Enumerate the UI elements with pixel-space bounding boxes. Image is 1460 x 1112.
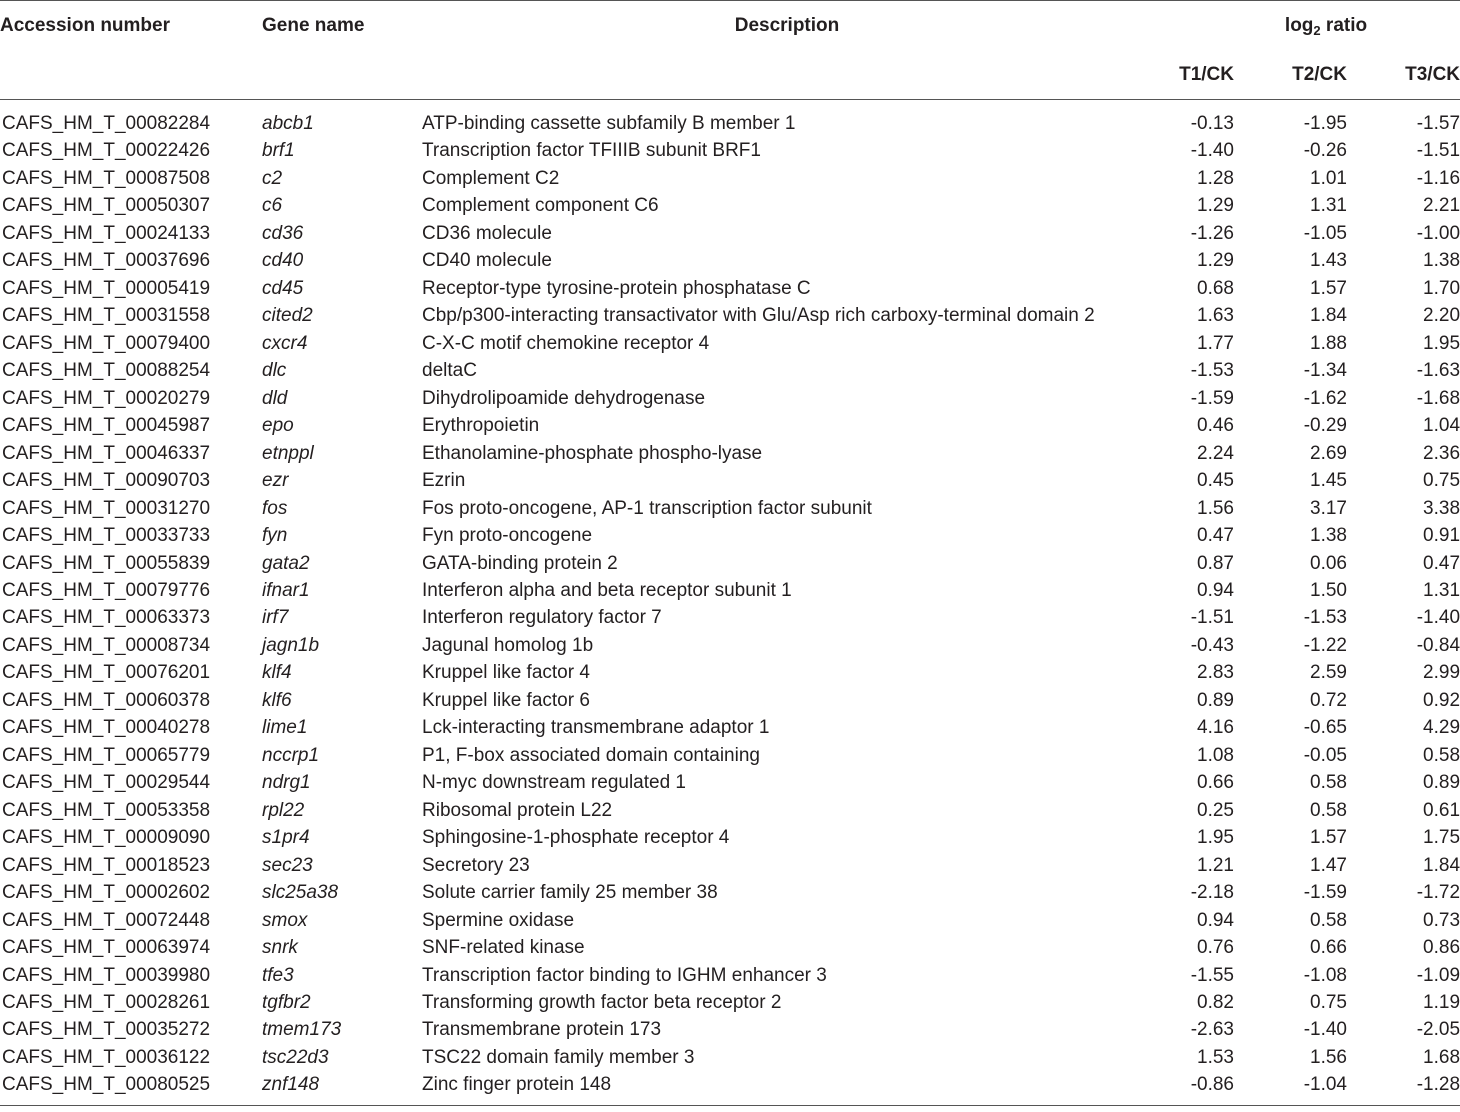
table-row (0, 797, 1460, 824)
t1-ck-cell: 0.46 (1197, 415, 1234, 437)
t3-ck-cell: 1.04 (1423, 415, 1460, 437)
accession-cell: CAFS_HM_T_00046337 (2, 442, 211, 464)
description-cell: C-X-C motif chemokine receptor 4 (422, 332, 710, 354)
table-row (0, 852, 1460, 879)
table-row (0, 742, 1460, 769)
t2-ck-cell: 0.06 (1310, 552, 1347, 574)
t3-ck-cell: 4.29 (1423, 717, 1460, 739)
t2-ck-cell: -1.04 (1234, 1071, 1347, 1105)
table-row (0, 577, 1460, 604)
gene-name-cell: ifnar1 (262, 579, 310, 601)
table-row (0, 165, 1460, 192)
t2-ck-cell: -1.08 (1303, 964, 1347, 986)
description-cell: Complement component C6 (422, 195, 659, 217)
gene-name-cell: dlc (262, 360, 287, 382)
t3-ck-cell: 1.68 (1423, 1046, 1460, 1068)
t3-ck-cell: 1.95 (1423, 332, 1460, 354)
t3-ck-cell: 2.99 (1423, 662, 1460, 684)
t2-ck-cell: 1.38 (1310, 525, 1347, 547)
header-accession-number: Accession number (0, 1, 262, 52)
t1-ck-cell: -0.86 (1152, 1071, 1234, 1105)
t3-ck-cell: 1.31 (1423, 579, 1460, 601)
description-cell: Erythropoietin (422, 415, 540, 437)
header-t2-ck: T2/CK (1234, 51, 1347, 100)
gene-name-cell: cd36 (262, 222, 304, 244)
accession-cell: CAFS_HM_T_00063974 (2, 937, 211, 959)
t2-ck-cell: -0.29 (1303, 415, 1347, 437)
description-cell: Jagunal homolog 1b (422, 634, 594, 656)
description-cell: Sphingosine-1-phosphate receptor 4 (422, 827, 730, 849)
table-row (0, 687, 1460, 714)
t2-ck-cell: -0.65 (1303, 717, 1347, 739)
t2-ck-cell: 2.59 (1310, 662, 1347, 684)
description-cell: Cbp/p300-interacting transactivator with Glu/Asp rich carboxy-terminal domain 2 (422, 305, 1095, 327)
description-cell: Complement C2 (422, 167, 560, 189)
description-cell: Transcription factor TFIIIB subunit BRF1 (422, 140, 761, 162)
description-cell: Transcription factor binding to IGHM enhancer 3 (422, 964, 827, 986)
accession-cell: CAFS_HM_T_00060378 (2, 689, 211, 711)
accession-cell: CAFS_HM_T_00065779 (2, 744, 211, 766)
t3-ck-cell: -1.16 (1416, 167, 1460, 189)
t1-ck-cell: 4.16 (1197, 717, 1234, 739)
gene-name-cell: cd40 (262, 250, 304, 272)
header-row-main (0, 1, 1460, 52)
t3-ck-cell: -1.72 (1416, 882, 1460, 904)
t2-ck-cell: 0.75 (1310, 992, 1347, 1013)
description-cell: CD40 molecule (422, 250, 552, 272)
accession-cell: CAFS_HM_T_00090703 (2, 470, 211, 492)
accession-cell: CAFS_HM_T_00079400 (2, 332, 211, 354)
t2-ck-cell: -1.59 (1303, 882, 1347, 904)
header-t1-ck: T1/CK (1152, 51, 1234, 100)
t3-ck-cell: 0.92 (1423, 689, 1460, 711)
table-row (0, 934, 1460, 961)
accession-cell: CAFS_HM_T_00063373 (2, 607, 211, 629)
table-row (0, 824, 1460, 851)
t2-ck-cell: 1.31 (1310, 195, 1347, 217)
table-row (0, 659, 1460, 686)
gene-name-cell: lime1 (262, 717, 308, 739)
t2-ck-cell: -1.34 (1303, 360, 1347, 382)
accession-cell: CAFS_HM_T_00028261 (2, 992, 211, 1013)
description-cell: Transmembrane protein 173 (422, 1019, 662, 1041)
gene-name-cell: gata2 (262, 552, 310, 574)
t2-ck-cell: 1.56 (1310, 1046, 1347, 1068)
table-row (0, 907, 1460, 934)
description-cell: Kruppel like factor 4 (422, 662, 590, 684)
gene-name-cell: etnppl (262, 442, 314, 464)
gene-name-cell: irf7 (262, 607, 289, 629)
accession-cell: CAFS_HM_T_00080525 (0, 1071, 262, 1105)
t2-ck-cell: 3.17 (1310, 497, 1347, 519)
table-row (0, 522, 1460, 549)
accession-cell: CAFS_HM_T_00024133 (2, 222, 211, 244)
accession-cell: CAFS_HM_T_00020279 (2, 387, 211, 409)
accession-cell: CAFS_HM_T_00088254 (2, 360, 211, 382)
t2-ck-cell: 1.45 (1310, 470, 1347, 492)
gene-name-cell: dld (262, 387, 288, 409)
t1-ck-cell: -1.55 (1190, 964, 1234, 986)
t3-ck-cell: 0.61 (1423, 799, 1460, 821)
gene-name-cell: cd45 (262, 277, 304, 299)
table-row (0, 1044, 1460, 1071)
t1-ck-cell: 1.21 (1197, 854, 1234, 876)
t3-ck-cell: 2.36 (1423, 442, 1460, 464)
description-cell: Ethanolamine-phosphate phospho-lyase (422, 442, 763, 464)
t1-ck-cell: 1.56 (1197, 497, 1234, 519)
t2-ck-cell: -1.53 (1303, 607, 1347, 629)
table-row (0, 247, 1460, 274)
table-row (0, 192, 1460, 219)
t2-ck-cell: 1.43 (1310, 250, 1347, 272)
t1-ck-cell: 0.76 (1197, 937, 1234, 959)
t1-ck-cell: -1.53 (1190, 360, 1234, 382)
gene-name-cell: tfe3 (262, 964, 294, 986)
t1-ck-cell: 1.53 (1197, 1046, 1234, 1068)
t1-ck-cell: 1.77 (1197, 332, 1234, 354)
table-row (0, 989, 1460, 1016)
t3-ck-cell: -1.09 (1416, 964, 1460, 986)
accession-cell: CAFS_HM_T_00079776 (2, 579, 211, 601)
table-row (0, 357, 1460, 384)
gene-name-cell: brf1 (262, 140, 295, 162)
gene-name-cell: rpl22 (262, 799, 305, 821)
description-cell: Spermine oxidase (422, 909, 575, 931)
table-row (0, 632, 1460, 659)
description-cell: Interferon regulatory factor 7 (422, 607, 662, 629)
t1-ck-cell: 0.87 (1197, 552, 1234, 574)
t2-ck-cell: 1.47 (1310, 854, 1347, 876)
t1-ck-cell: 1.29 (1197, 195, 1234, 217)
gene-name-cell: snrk (262, 937, 298, 959)
table-row (0, 962, 1460, 989)
table-row (0, 1071, 1460, 1105)
description-cell: Fyn proto-oncogene (422, 525, 593, 547)
accession-cell: CAFS_HM_T_00009090 (2, 827, 211, 849)
t2-ck-cell: 1.84 (1310, 305, 1347, 327)
description-cell: Receptor-type tyrosine-protein phosphatase C (422, 277, 811, 299)
table-header (0, 1, 1460, 100)
description-cell: P1, F-box associated domain containing (422, 744, 760, 766)
t3-ck-cell: 0.73 (1423, 909, 1460, 931)
accession-cell: CAFS_HM_T_00082284 (2, 113, 211, 134)
table-row (0, 769, 1460, 796)
table-row (0, 100, 1460, 138)
gene-name-cell: nccrp1 (262, 744, 320, 766)
table-row (0, 550, 1460, 577)
t1-ck-cell: 0.45 (1197, 470, 1234, 492)
t1-ck-cell: -1.59 (1190, 387, 1234, 409)
t2-ck-cell: 0.72 (1310, 689, 1347, 711)
t3-ck-cell: 0.58 (1423, 744, 1460, 766)
accession-cell: CAFS_HM_T_00035272 (2, 1019, 211, 1041)
table-row (0, 330, 1460, 357)
table-row (0, 385, 1460, 412)
header-description: Description (422, 1, 1152, 52)
gene-name-cell: s1pr4 (262, 827, 310, 849)
gene-name-cell: jagn1b (262, 634, 320, 656)
t1-ck-cell: 1.28 (1197, 167, 1234, 189)
description-cell: Secretory 23 (422, 854, 530, 876)
t2-ck-cell: 1.50 (1310, 579, 1347, 601)
description-cell: N-myc downstream regulated 1 (422, 772, 686, 794)
table-row (0, 137, 1460, 164)
description-cell: deltaC (422, 360, 477, 382)
table-row (0, 440, 1460, 467)
accession-cell: CAFS_HM_T_00053358 (2, 799, 211, 821)
t3-ck-cell: -2.05 (1416, 1019, 1460, 1041)
gene-name-cell: tsc22d3 (262, 1046, 329, 1068)
gene-name-cell: abcb1 (262, 113, 314, 134)
t2-ck-cell: 0.58 (1310, 772, 1347, 794)
t3-ck-cell: 1.70 (1423, 277, 1460, 299)
accession-cell: CAFS_HM_T_00029544 (2, 772, 211, 794)
t3-ck-cell: 1.84 (1423, 854, 1460, 876)
gene-name-cell: fyn (262, 525, 288, 547)
t2-ck-cell: 0.58 (1310, 799, 1347, 821)
t1-ck-cell: -2.63 (1190, 1019, 1234, 1041)
t3-ck-cell: -0.84 (1416, 634, 1460, 656)
header-t3-ck: T3/CK (1347, 51, 1460, 100)
t1-ck-cell: 1.08 (1197, 744, 1234, 766)
accession-cell: CAFS_HM_T_00045987 (2, 415, 211, 437)
accession-cell: CAFS_HM_T_00031558 (2, 305, 211, 327)
t2-ck-cell: 1.01 (1310, 167, 1347, 189)
description-cell: Fos proto-oncogene, AP-1 transcription factor subunit (422, 497, 872, 519)
t3-ck-cell: 1.75 (1423, 827, 1460, 849)
t1-ck-cell: 1.63 (1197, 305, 1234, 327)
gene-name-cell: c6 (262, 195, 283, 217)
gene-name-cell: tmem173 (262, 1019, 342, 1041)
t3-ck-cell: -1.00 (1416, 222, 1460, 244)
t1-ck-cell: 0.68 (1197, 277, 1234, 299)
gene-name-cell: klf6 (262, 689, 292, 711)
t1-ck-cell: 0.94 (1197, 579, 1234, 601)
header-gene-name: Gene name (262, 1, 422, 52)
description-cell: CD36 molecule (422, 222, 552, 244)
gene-name-cell: cited2 (262, 305, 313, 327)
t2-ck-cell: 1.57 (1310, 277, 1347, 299)
t2-ck-cell: -1.62 (1303, 387, 1347, 409)
gene-name-cell: c2 (262, 167, 283, 189)
gene-name-cell: ndrg1 (262, 772, 311, 794)
t2-ck-cell: -0.05 (1303, 744, 1347, 766)
accession-cell: CAFS_HM_T_00033733 (2, 525, 211, 547)
table-row (0, 220, 1460, 247)
t3-ck-cell: 0.86 (1423, 937, 1460, 959)
t2-ck-cell: -0.26 (1303, 140, 1347, 162)
description-cell: Transforming growth factor beta receptor 2 (422, 992, 782, 1013)
header-row-sub (0, 51, 1460, 100)
accession-cell: CAFS_HM_T_00036122 (2, 1046, 211, 1068)
t2-ck-cell: 0.66 (1310, 937, 1347, 959)
t2-ck-cell: 1.57 (1310, 827, 1347, 849)
t1-ck-cell: 0.89 (1197, 689, 1234, 711)
t1-ck-cell: -2.18 (1190, 882, 1234, 904)
t1-ck-cell: 2.83 (1197, 662, 1234, 684)
accession-cell: CAFS_HM_T_00072448 (2, 909, 211, 931)
accession-cell: CAFS_HM_T_00039980 (2, 964, 211, 986)
accession-cell: CAFS_HM_T_00040278 (2, 717, 211, 739)
t1-ck-cell: -0.13 (1190, 113, 1234, 134)
accession-cell: CAFS_HM_T_00087508 (2, 167, 211, 189)
t2-ck-cell: -1.22 (1303, 634, 1347, 656)
description-cell: ATP-binding cassette subfamily B member 1 (422, 113, 796, 134)
description-cell: Lck-interacting transmembrane adaptor 1 (422, 717, 770, 739)
t3-ck-cell: 0.75 (1423, 470, 1460, 492)
description-cell: TSC22 domain family member 3 (422, 1046, 695, 1068)
description-cell: Zinc finger protein 148 (422, 1071, 1152, 1105)
accession-cell: CAFS_HM_T_00005419 (2, 277, 211, 299)
t1-ck-cell: 0.66 (1197, 772, 1234, 794)
description-cell: SNF-related kinase (422, 937, 585, 959)
t3-ck-cell: -1.40 (1416, 607, 1460, 629)
t3-ck-cell: -1.63 (1416, 360, 1460, 382)
description-cell: Ribosomal protein L22 (422, 799, 613, 821)
gene-name-cell: klf4 (262, 662, 292, 684)
t1-ck-cell: 2.24 (1197, 442, 1234, 464)
description-cell: Dihydrolipoamide dehydrogenase (422, 387, 706, 409)
t3-ck-cell: 0.91 (1423, 525, 1460, 547)
log2-ratio-prefix: log (1284, 14, 1314, 36)
gene-name-cell: znf148 (262, 1071, 422, 1105)
gene-name-cell: tgfbr2 (262, 992, 311, 1013)
t3-ck-cell: 0.47 (1423, 552, 1460, 574)
table-row (0, 1016, 1460, 1043)
t3-ck-cell: 1.19 (1423, 992, 1460, 1013)
t1-ck-cell: 0.94 (1197, 909, 1234, 931)
log2-ratio-suffix: ratio (1320, 14, 1368, 36)
table-row (0, 412, 1460, 439)
accession-cell: CAFS_HM_T_00022426 (2, 140, 211, 162)
accession-cell: CAFS_HM_T_00050307 (2, 195, 211, 217)
t3-ck-cell: 3.38 (1423, 497, 1460, 519)
t3-ck-cell: 2.21 (1423, 195, 1460, 217)
gene-name-cell: epo (262, 415, 294, 437)
gene-name-cell: sec23 (262, 854, 313, 876)
t2-ck-cell: 2.69 (1310, 442, 1347, 464)
t2-ck-cell: 1.88 (1310, 332, 1347, 354)
description-cell: Ezrin (422, 470, 466, 492)
t2-ck-cell: -1.95 (1303, 113, 1347, 134)
accession-cell: CAFS_HM_T_00018523 (2, 854, 211, 876)
t1-ck-cell: 0.47 (1197, 525, 1234, 547)
t3-ck-cell: -1.57 (1416, 113, 1460, 134)
table-body (0, 100, 1460, 1106)
gene-name-cell: smox (262, 909, 308, 931)
t1-ck-cell: -1.40 (1190, 140, 1234, 162)
t1-ck-cell: -0.43 (1190, 634, 1234, 656)
accession-cell: CAFS_HM_T_00055839 (2, 552, 211, 574)
accession-cell: CAFS_HM_T_00037696 (2, 250, 211, 272)
t1-ck-cell: -1.26 (1190, 222, 1234, 244)
header-log2-ratio (1152, 1, 1460, 52)
t1-ck-cell: 1.95 (1197, 827, 1234, 849)
t2-ck-cell: -1.40 (1303, 1019, 1347, 1041)
accession-cell: CAFS_HM_T_00002602 (2, 882, 211, 904)
t2-ck-cell: 0.58 (1310, 909, 1347, 931)
t1-ck-cell: 0.25 (1197, 799, 1234, 821)
table-row (0, 467, 1460, 494)
t3-ck-cell: 1.38 (1423, 250, 1460, 272)
accession-cell: CAFS_HM_T_00008734 (2, 634, 211, 656)
gene-name-cell: slc25a38 (262, 882, 339, 904)
t3-ck-cell: -1.51 (1416, 140, 1460, 162)
table-row (0, 879, 1460, 906)
log2-ratio-subscript: 2 (1313, 22, 1321, 38)
gene-name-cell: ezr (262, 470, 289, 492)
description-cell: GATA-binding protein 2 (422, 552, 618, 574)
table-row (0, 714, 1460, 741)
t2-ck-cell: -1.05 (1303, 222, 1347, 244)
t3-ck-cell: 0.89 (1423, 772, 1460, 794)
table-row (0, 275, 1460, 302)
accession-cell: CAFS_HM_T_00031270 (2, 497, 211, 519)
t1-ck-cell: 1.29 (1197, 250, 1234, 272)
t3-ck-cell: -1.28 (1347, 1071, 1460, 1105)
description-cell: Kruppel like factor 6 (422, 689, 590, 711)
gene-name-cell: cxcr4 (262, 332, 308, 354)
t1-ck-cell: -1.51 (1190, 607, 1234, 629)
table-row (0, 495, 1460, 522)
description-cell: Solute carrier family 25 member 38 (422, 882, 718, 904)
table-row (0, 604, 1460, 631)
t3-ck-cell: 2.20 (1423, 305, 1460, 327)
gene-name-cell: fos (262, 497, 288, 519)
description-cell: Interferon alpha and beta receptor subunit 1 (422, 579, 792, 601)
t1-ck-cell: 0.82 (1197, 992, 1234, 1013)
table-row (0, 302, 1460, 329)
t3-ck-cell: -1.68 (1416, 387, 1460, 409)
accession-cell: CAFS_HM_T_00076201 (2, 662, 211, 684)
